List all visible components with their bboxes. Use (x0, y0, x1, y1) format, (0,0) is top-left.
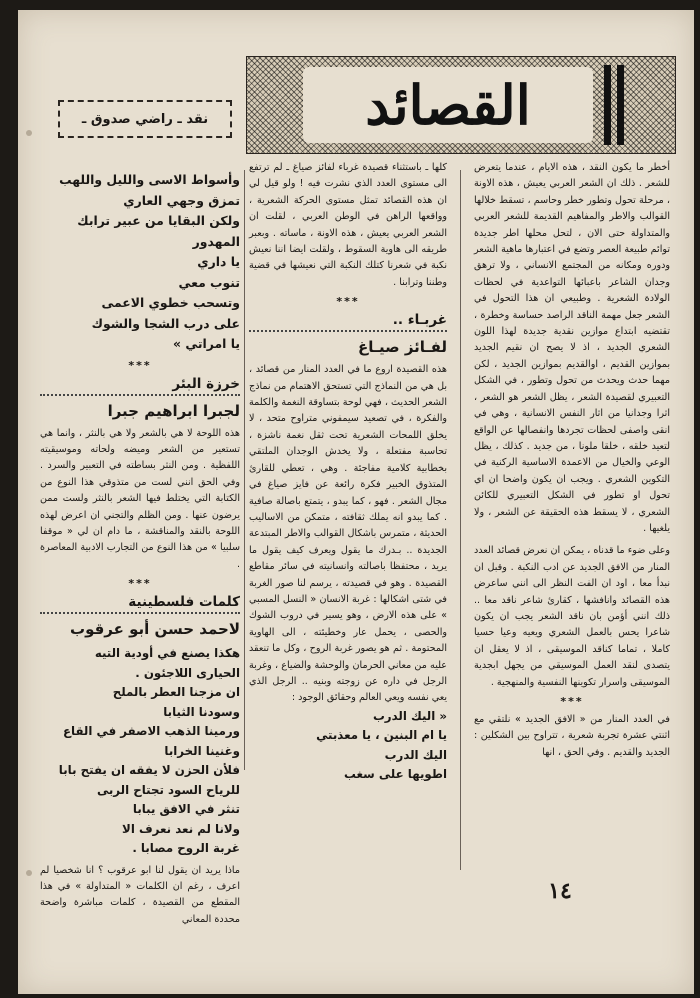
section-separator: *** (128, 358, 152, 372)
poem-line: تمزق وجهي العاري (123, 192, 240, 208)
column-middle (249, 160, 447, 782)
column-divider (244, 170, 245, 770)
poem-line: اطويها على سغب (344, 767, 447, 782)
masthead-banner (246, 56, 676, 154)
poem-title-khazrat-al-bir: خرزة البئر (172, 375, 240, 392)
poem-line: غربة الروح مصابا . (132, 841, 240, 856)
section-separator: *** (128, 577, 152, 591)
page-number: ١٤ (548, 878, 572, 904)
review-body: ماذا يريد ان يقول لنا ابو عرقوب ؟ انا شخصيا لم اعرف ، رغم ان الكلمات « المتداولة » في هذا المقطع من القصيدة ، كلمات مباشرة واضحة محددة المعاني (40, 864, 240, 925)
article-intro: أخطر ما يكون النقد ، هذه الايام ، عندما يتعرض للشعر . ذلك ان الشعر العربي يعيش ، هذه الاونة ، مرحلة تحول وتطور خطر وحاسم ، تسقط خلالها القوالب والاطر والمفاهيم القديمة للشعر العربي والمتداولة حتى الان ، لتحل محلها اطر جديدة توائم طبيعة العصر وتضع في اعتبارها ماهية الشعر ودوره ومكانه من المجتمع الانساني ، ولا ترهق وجدان الشاعر باعبائها التواعدية في لحظات الولادة الشعرية . وطبيعي ان هذا التحول في الشعر جعل مهمة الناقد الراصد حساسة وخطرة ، تقتضيه ابتداع موازين نقدية جديدة لهذا اللون الشعري الجديد ، اذ لا يصح ان نقيم الجديد بموازين القديم ، اوالقديم بموازين الجديد ، لكن مهما حدث ويحدث من تحول وتطور ، في الشكل التعبيري لقصيدة الشعر ، يظل الشعر هو الشعر ، اثرا وجدانيا من اثار النفس الانسانية ، وهي في انقى واصفى لحظات تجردها وانفصالها عن الواقع لتعيد خلقه ، خلقا ملونا ، من جديد . كذلك ، يظل الوعي والخيال من الاعمدة الاساسية الركنية في التكوين الشعري . ويجب ان يكون واضحا ان اي تحول او تطور في الشكل التعبيري للكائن الشعري ، لا يسقط هذه الحقيقة عن الشعر ، ولا يلغيها . (474, 162, 670, 534)
poem-line: ان مزجنا العطر بالملح (112, 685, 240, 700)
poem-line: الحيارى اللاجئون . (135, 665, 240, 680)
binding-hole (26, 130, 32, 136)
title-rule (40, 612, 240, 614)
article-paragraph: في العدد المنار من « الافق الجديد » نلتقي مع اثنتي عشرة تجربة شعرية ، تتراوح بين الشكلين : الجديد والقديم . وفي الحق ، انها (474, 714, 670, 758)
poem-line: ولكن البقايا من عبير ترابك المهدور (77, 213, 240, 249)
poem-title-ghurabaa: غربـاء .. (392, 312, 447, 329)
magazine-page (18, 10, 694, 994)
section-separator: *** (336, 295, 360, 309)
poem-line: هكذا يصنع في أودية التيه (94, 646, 240, 661)
poem-line: تنوب معي (178, 274, 240, 290)
masthead-ornament (601, 65, 627, 145)
column-divider (460, 170, 461, 870)
poem-line: يا داري (197, 254, 240, 269)
poem-line: وغنينا الخرابا (164, 743, 240, 758)
column-right (474, 160, 670, 862)
poem-line: « اليك الدرب (372, 708, 447, 723)
poem-title-palestinian-words: كلمات فلسطينية (128, 594, 240, 611)
poem-line: وأسواط الاسى والليل واللهب (59, 172, 240, 187)
poem-line: وتسحب خطوي الاعمى (101, 295, 240, 310)
title-rule (40, 394, 240, 396)
column-left (40, 170, 240, 970)
poem-line: على درب الشجا والشوك (91, 315, 240, 331)
section-title-qasaid: القصائد (303, 67, 593, 143)
poem-author-jabra: لجبرا ابراهيم جبرا (107, 401, 240, 420)
poem-author-abu-arqoub: لاحمد حسن أبو عرقوب (70, 620, 240, 639)
review-body: هذه القصيدة اروع ما في العدد المنار من قصائد ، بل هي من النماذج التي تستحق الاهتمام من نماذج الشعر الحديث ، فهي لوحة بتساوقة النغمة والكلمة والفكرة ، في تصعيد سيمفوني متراوح متحد ، لا يخلق اللمحات الشعرية تحت ثقل نغمة ناشزة ، تحاسبة مفتعلة ، ولا يخدش الوجدان الملتقي بخطابية كلامية مفاجئة . وهي ، تعطي للقارئ المتذوق الخبير فكرة رائعة عن فايز صياغ في مجال الشعر . فهو ، كما يبدو ، يتمتع باصالة صافية . كما يبدو انه يملك ثقافته ، متمكن من الاساليب الحديثة ، متمرس باشكال القوالب والاطر المبتدعة الجديدة .. بـدرك ما يقول ويعرف كيف يقول ما يريد ، محتفظا باصالته وانسانيته في سائر مقاطع القصيدة . وهو في قصيدته ، يرسم لنا صور الغربة في شتى اشكالها : غربة الانسان « النسل المسبي » على هذه الارض ، وهو يسير في دروب الشوك والحصى ، يحمل عار وخطيئته ، الى الهاوية المحتومة . ثم هو يصور غربة الروح ، وكل ما تنعقد عليه من معاني الحرمان والوحشة والضياع ، وغربة الرجل في داره عن زوجته وبنيه .. الرجل الذي يعي نفسه ويعي العالم وحقائق الوجود : (249, 364, 447, 704)
poem-line: يا ام البنين ، يا معذبتي (316, 728, 447, 743)
poem-line: يا امراتي » (173, 336, 240, 351)
poem-line: وسودنا الثيابا (163, 704, 240, 719)
review-body: هذه اللوحة لا هي بالشعر ولا هي بالنثر ، وانما هي تستعير من الشعر وميضه ولحاته وموسيقيته اللفظية . ومن النثر بساطته في التعبير والسرد . وفي الحق انني لست من متذوقي هذا النوع من الكتابة التي يختلط فيها الشعر بالنثر ولست ممن يرضون عنها . ومن الظلم والتجني ان اعرض لهذه اللوحة بالنقد والمناقشة ، ما دام ان لي « موقفا سلبيا » من هذا النوع من التجارب الادبية المعاصرة . (40, 427, 240, 570)
poem-line: فلأن الحزن لا يفقه ان يفتح بابا (58, 763, 240, 778)
article-paragraph: وعلى ضوء ما قدناه ، يمكن ان نعرض قصائد العدد المنار من الافق الجديد عن ادب النكبة . وقبل ان نبدأ معا ، اود ان الفت النظر الى انني ساعرض هذه القصائد وانافشها ، كقارئ شاعر ناقد معا .. ذلك انني أؤمن بان ناقد الشعر يجب ان يكون شاعرا يحس بالعمل الشعري ويعيه وعيا حسيا كاملا ، تماما كناقد الموسيقى ، اذ لا يعقل ان يتصدى لنقد العمل الموسيقي من يجهل ابجدية الموسيقى واسرار تكوينها النفسية والمنهجية . (474, 545, 670, 688)
critic-byline: نقد ـ راضي صدوق ـ (58, 100, 232, 138)
poem-line: للرياح السود تجتاح الربى (96, 782, 240, 797)
title-rule (249, 330, 447, 332)
article-paragraph: كلها ـ باستثناء قصيدة غرباء لفائز صياغ ـ لم ترتفع الى مستوى العدد الذي نشرت فيه ! ولو قيل لي ان هذه القصائد تمثل مستوى الحركة الشعرية ، وواقعها الراهن في الوطن العربي ، لقلت ان الشعر العربي يعيش ، هذه الاونة ، ماساته . وبعبر طريقه الى هاوية السقوط ، ولقلت ايضا اننا نعيش نكبة في شعرنا كتلك النكبة التي نعيشها في قضية وطننا وترابنا . (249, 162, 447, 288)
section-separator: *** (560, 695, 584, 708)
poem-line: ورمينا الذهب الاصفر في القاع (62, 724, 240, 739)
poem-line: تنثر في الافق يبابا (132, 802, 240, 817)
quoted-poem (40, 644, 240, 859)
quoted-poem (40, 170, 240, 355)
poem-author-fayez-sayegh: لفـائز صيـاغ (358, 338, 447, 357)
quoted-poem (249, 707, 447, 785)
poem-line: ولانا لم نعد نعرف الا (122, 821, 240, 836)
binding-hole (26, 870, 32, 876)
poem-line: اليك الدرب (384, 747, 447, 762)
